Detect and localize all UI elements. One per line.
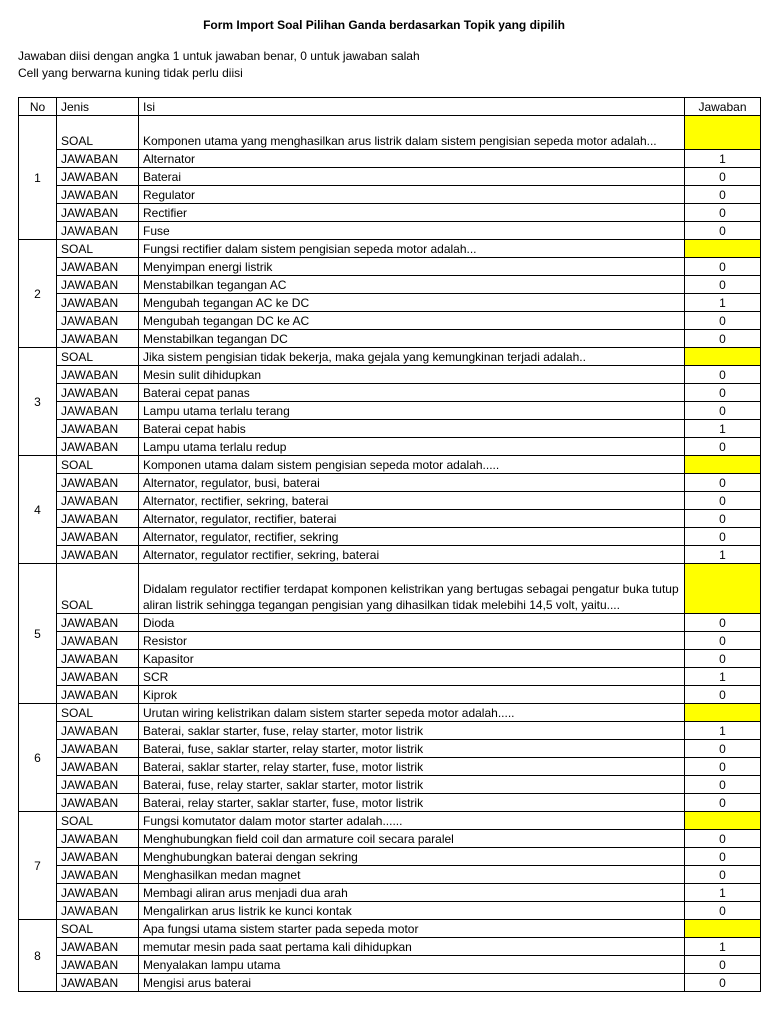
question-row [19,920,761,938]
answer-text[interactable]: Lampu utama terlalu redup [139,438,685,456]
question-number: 7 [19,812,57,920]
answer-text[interactable]: Alternator, rectifier, sekring, baterai [139,492,685,510]
answer-text[interactable]: SCR [139,668,685,686]
type-cell-jawaban: JAWABAN [57,402,139,420]
type-cell-jawaban: JAWABAN [57,186,139,204]
type-cell-soal: SOAL [57,920,139,938]
answer-row [19,668,761,686]
answer-value[interactable]: 0 [685,830,761,848]
answer-value[interactable]: 0 [685,776,761,794]
answer-value-disabled [685,812,761,830]
answer-row [19,614,761,632]
type-cell-jawaban: JAWABAN [57,150,139,168]
answer-value[interactable]: 1 [685,668,761,686]
question-row [19,456,761,474]
question-row [19,704,761,722]
answer-value[interactable]: 0 [685,492,761,510]
answer-text[interactable]: Membagi aliran arus menjadi dua arah [139,884,685,902]
answer-row [19,974,761,992]
answer-text[interactable]: Alternator [139,150,685,168]
type-cell-jawaban: JAWABAN [57,366,139,384]
answer-row [19,438,761,456]
answer-value[interactable]: 1 [685,546,761,564]
answer-text[interactable]: Mesin sulit dihidupkan [139,366,685,384]
answer-row [19,366,761,384]
answer-row [19,848,761,866]
answer-row [19,420,761,438]
answer-value[interactable]: 0 [685,758,761,776]
type-cell-jawaban: JAWABAN [57,528,139,546]
type-cell-jawaban: JAWABAN [57,294,139,312]
type-cell-soal: SOAL [57,704,139,722]
question-text[interactable]: Komponen utama dalam sistem pengisian sepeda motor adalah..... [139,456,685,474]
type-cell-jawaban: JAWABAN [57,956,139,974]
answer-text[interactable]: Menghasilkan medan magnet [139,866,685,884]
type-cell-jawaban: JAWABAN [57,510,139,528]
question-table [18,97,761,992]
answer-row [19,650,761,668]
answer-value[interactable]: 0 [685,276,761,294]
type-cell-jawaban: JAWABAN [57,902,139,920]
answer-value[interactable]: 0 [685,956,761,974]
question-text[interactable]: Komponen utama yang menghasilkan arus listrik dalam sistem pengisian sepeda motor adalah... [139,116,685,150]
answer-row [19,276,761,294]
answer-value[interactable]: 0 [685,330,761,348]
answer-text[interactable]: Mengalirkan arus listrik ke kunci kontak [139,902,685,920]
answer-row [19,794,761,812]
question-number: 2 [19,240,57,348]
answer-row [19,312,761,330]
type-cell-jawaban: JAWABAN [57,492,139,510]
question-text[interactable]: Fungsi rectifier dalam sistem pengisian sepeda motor adalah... [139,240,685,258]
answer-text[interactable]: Baterai, fuse, saklar starter, relay starter, motor listrik [139,740,685,758]
answer-row [19,294,761,312]
answer-row [19,830,761,848]
answer-value[interactable]: 0 [685,186,761,204]
answer-text[interactable]: memutar mesin pada saat pertama kali dihidupkan [139,938,685,956]
answer-row [19,528,761,546]
answer-text[interactable]: Mengubah tegangan AC ke DC [139,294,685,312]
type-cell-soal: SOAL [57,348,139,366]
question-text[interactable]: Fungsi komutator dalam motor starter adalah...... [139,812,685,830]
answer-row [19,866,761,884]
answer-text[interactable]: Kapasitor [139,650,685,668]
answer-row [19,150,761,168]
answer-value[interactable]: 0 [685,794,761,812]
answer-value-disabled [685,704,761,722]
type-cell-soal: SOAL [57,240,139,258]
answer-text[interactable]: Menyimpan energi listrik [139,258,685,276]
answer-row [19,902,761,920]
answer-value[interactable]: 0 [685,168,761,186]
answer-text[interactable]: Baterai [139,168,685,186]
header-jawaban: Jawaban [685,98,761,116]
type-cell-jawaban: JAWABAN [57,758,139,776]
answer-text[interactable]: Mengubah tegangan DC ke AC [139,312,685,330]
answer-text[interactable]: Menstabilkan tegangan AC [139,276,685,294]
type-cell-jawaban: JAWABAN [57,884,139,902]
type-cell-jawaban: JAWABAN [57,222,139,240]
answer-row [19,330,761,348]
answer-value[interactable]: 0 [685,866,761,884]
question-number: 8 [19,920,57,992]
answer-text[interactable]: Menghubungkan field coil dan armature coil secara paralel [139,830,685,848]
answer-row [19,546,761,564]
answer-value[interactable]: 0 [685,686,761,704]
answer-value[interactable]: 0 [685,510,761,528]
answer-text[interactable]: Alternator, regulator, rectifier, baterai [139,510,685,528]
answer-text[interactable]: Baterai, saklar starter, relay starter, fuse, motor listrik [139,758,685,776]
type-cell-soal: SOAL [57,456,139,474]
answer-value[interactable]: 0 [685,848,761,866]
answer-value[interactable]: 1 [685,420,761,438]
answer-row [19,204,761,222]
answer-value[interactable]: 1 [685,294,761,312]
type-cell-jawaban: JAWABAN [57,420,139,438]
answer-value-disabled [685,564,761,614]
answer-value[interactable]: 0 [685,204,761,222]
type-cell-jawaban: JAWABAN [57,740,139,758]
type-cell-jawaban: JAWABAN [57,686,139,704]
answer-row [19,758,761,776]
answer-value[interactable]: 0 [685,974,761,992]
question-text[interactable]: Urutan wiring kelistrikan dalam sistem starter sepeda motor adalah..... [139,704,685,722]
answer-value[interactable]: 0 [685,222,761,240]
answer-value[interactable]: 0 [685,632,761,650]
answer-text[interactable]: Menyalakan lampu utama [139,956,685,974]
instruction-note: Cell yang berwarna kuning tidak perlu diisi [18,66,243,80]
answer-value[interactable]: 1 [685,150,761,168]
answer-text[interactable]: Kiprok [139,686,685,704]
question-text[interactable]: Apa fungsi utama sistem starter pada sepeda motor [139,920,685,938]
answer-value-disabled [685,456,761,474]
answer-value[interactable]: 0 [685,474,761,492]
answer-row [19,168,761,186]
answer-row [19,384,761,402]
answer-text[interactable]: Alternator, regulator, rectifier, sekring [139,528,685,546]
answer-value[interactable]: 1 [685,884,761,902]
answer-row [19,722,761,740]
header-isi: Isi [139,98,685,116]
answer-value-disabled [685,920,761,938]
answer-row [19,222,761,240]
type-cell-jawaban: JAWABAN [57,632,139,650]
answer-row [19,632,761,650]
type-cell-jawaban: JAWABAN [57,938,139,956]
type-cell-soal: SOAL [57,564,139,614]
type-cell-jawaban: JAWABAN [57,848,139,866]
question-number: 1 [19,116,57,240]
question-number: 3 [19,348,57,456]
answer-value[interactable]: 0 [685,258,761,276]
question-text[interactable]: Didalam regulator rectifier terdapat komponen kelistrikan yang bertugas sebagai pengatur buka tutup aliran listrik sehingga tegangan pengisian yang dihasilkan tidak melebihi 14,5 volt, yaitu.... [139,564,685,614]
type-cell-jawaban: JAWABAN [57,168,139,186]
answer-value[interactable]: 1 [685,938,761,956]
question-number: 5 [19,564,57,704]
answer-value[interactable]: 0 [685,402,761,420]
answer-value-disabled [685,116,761,150]
answer-row [19,776,761,794]
answer-row [19,510,761,528]
answer-value[interactable]: 0 [685,366,761,384]
answer-value[interactable]: 0 [685,614,761,632]
answer-text[interactable]: Alternator, regulator rectifier, sekring, baterai [139,546,685,564]
header-jenis: Jenis [57,98,139,116]
answer-row [19,258,761,276]
question-row [19,348,761,366]
answer-row [19,402,761,420]
answer-text[interactable]: Rectifier [139,204,685,222]
answer-text[interactable]: Fuse [139,222,685,240]
answer-text[interactable]: Resistor [139,632,685,650]
answer-value-disabled [685,240,761,258]
type-cell-jawaban: JAWABAN [57,204,139,222]
answer-text[interactable]: Menstabilkan tegangan DC [139,330,685,348]
answer-row [19,938,761,956]
type-cell-jawaban: JAWABAN [57,312,139,330]
answer-text[interactable]: Regulator [139,186,685,204]
form-title: Form Import Soal Pilihan Ganda berdasarkan Topik yang dipilih [203,18,565,32]
type-cell-jawaban: JAWABAN [57,276,139,294]
question-number: 4 [19,456,57,564]
type-cell-jawaban: JAWABAN [57,384,139,402]
answer-row [19,186,761,204]
question-table-body [19,98,761,992]
answer-text[interactable]: Menghubungkan baterai dengan sekring [139,848,685,866]
answer-text[interactable]: Baterai, relay starter, saklar starter, fuse, motor listrik [139,794,685,812]
type-cell-jawaban: JAWABAN [57,974,139,992]
question-row [19,812,761,830]
type-cell-jawaban: JAWABAN [57,668,139,686]
question-row [19,116,761,150]
answer-value[interactable]: 1 [685,722,761,740]
type-cell-jawaban: JAWABAN [57,258,139,276]
answer-value[interactable]: 0 [685,902,761,920]
type-cell-jawaban: JAWABAN [57,794,139,812]
answer-value[interactable]: 0 [685,312,761,330]
type-cell-jawaban: JAWABAN [57,650,139,668]
type-cell-jawaban: JAWABAN [57,474,139,492]
answer-text[interactable]: Baterai, saklar starter, fuse, relay starter, motor listrik [139,722,685,740]
answer-text[interactable]: Baterai, fuse, relay starter, saklar starter, motor listrik [139,776,685,794]
type-cell-soal: SOAL [57,116,139,150]
type-cell-jawaban: JAWABAN [57,722,139,740]
answer-value[interactable]: 0 [685,438,761,456]
type-cell-jawaban: JAWABAN [57,546,139,564]
type-cell-jawaban: JAWABAN [57,830,139,848]
answer-row [19,884,761,902]
type-cell-jawaban: JAWABAN [57,438,139,456]
question-row [19,240,761,258]
answer-text[interactable]: Lampu utama terlalu terang [139,402,685,420]
answer-row [19,492,761,510]
question-number: 6 [19,704,57,812]
answer-value-disabled [685,348,761,366]
answer-value[interactable]: 0 [685,528,761,546]
instruction-note: Jawaban diisi dengan angka 1 untuk jawaban benar, 0 untuk jawaban salah [18,49,420,63]
type-cell-jawaban: JAWABAN [57,330,139,348]
answer-text[interactable]: Baterai cepat habis [139,420,685,438]
header-no: No [19,98,57,116]
answer-value[interactable]: 0 [685,650,761,668]
answer-row [19,686,761,704]
type-cell-jawaban: JAWABAN [57,776,139,794]
answer-text[interactable]: Alternator, regulator, busi, baterai [139,474,685,492]
question-row [19,564,761,614]
answer-row [19,474,761,492]
type-cell-soal: SOAL [57,812,139,830]
type-cell-jawaban: JAWABAN [57,866,139,884]
question-text[interactable]: Jika sistem pengisian tidak bekerja, maka gejala yang kemungkinan terjadi adalah.. [139,348,685,366]
header-row [19,98,761,116]
answer-row [19,956,761,974]
answer-row [19,740,761,758]
answer-text[interactable]: Dioda [139,614,685,632]
answer-text[interactable]: Mengisi arus baterai [139,974,685,992]
answer-value[interactable]: 0 [685,740,761,758]
answer-value[interactable]: 0 [685,384,761,402]
type-cell-jawaban: JAWABAN [57,614,139,632]
answer-text[interactable]: Baterai cepat panas [139,384,685,402]
